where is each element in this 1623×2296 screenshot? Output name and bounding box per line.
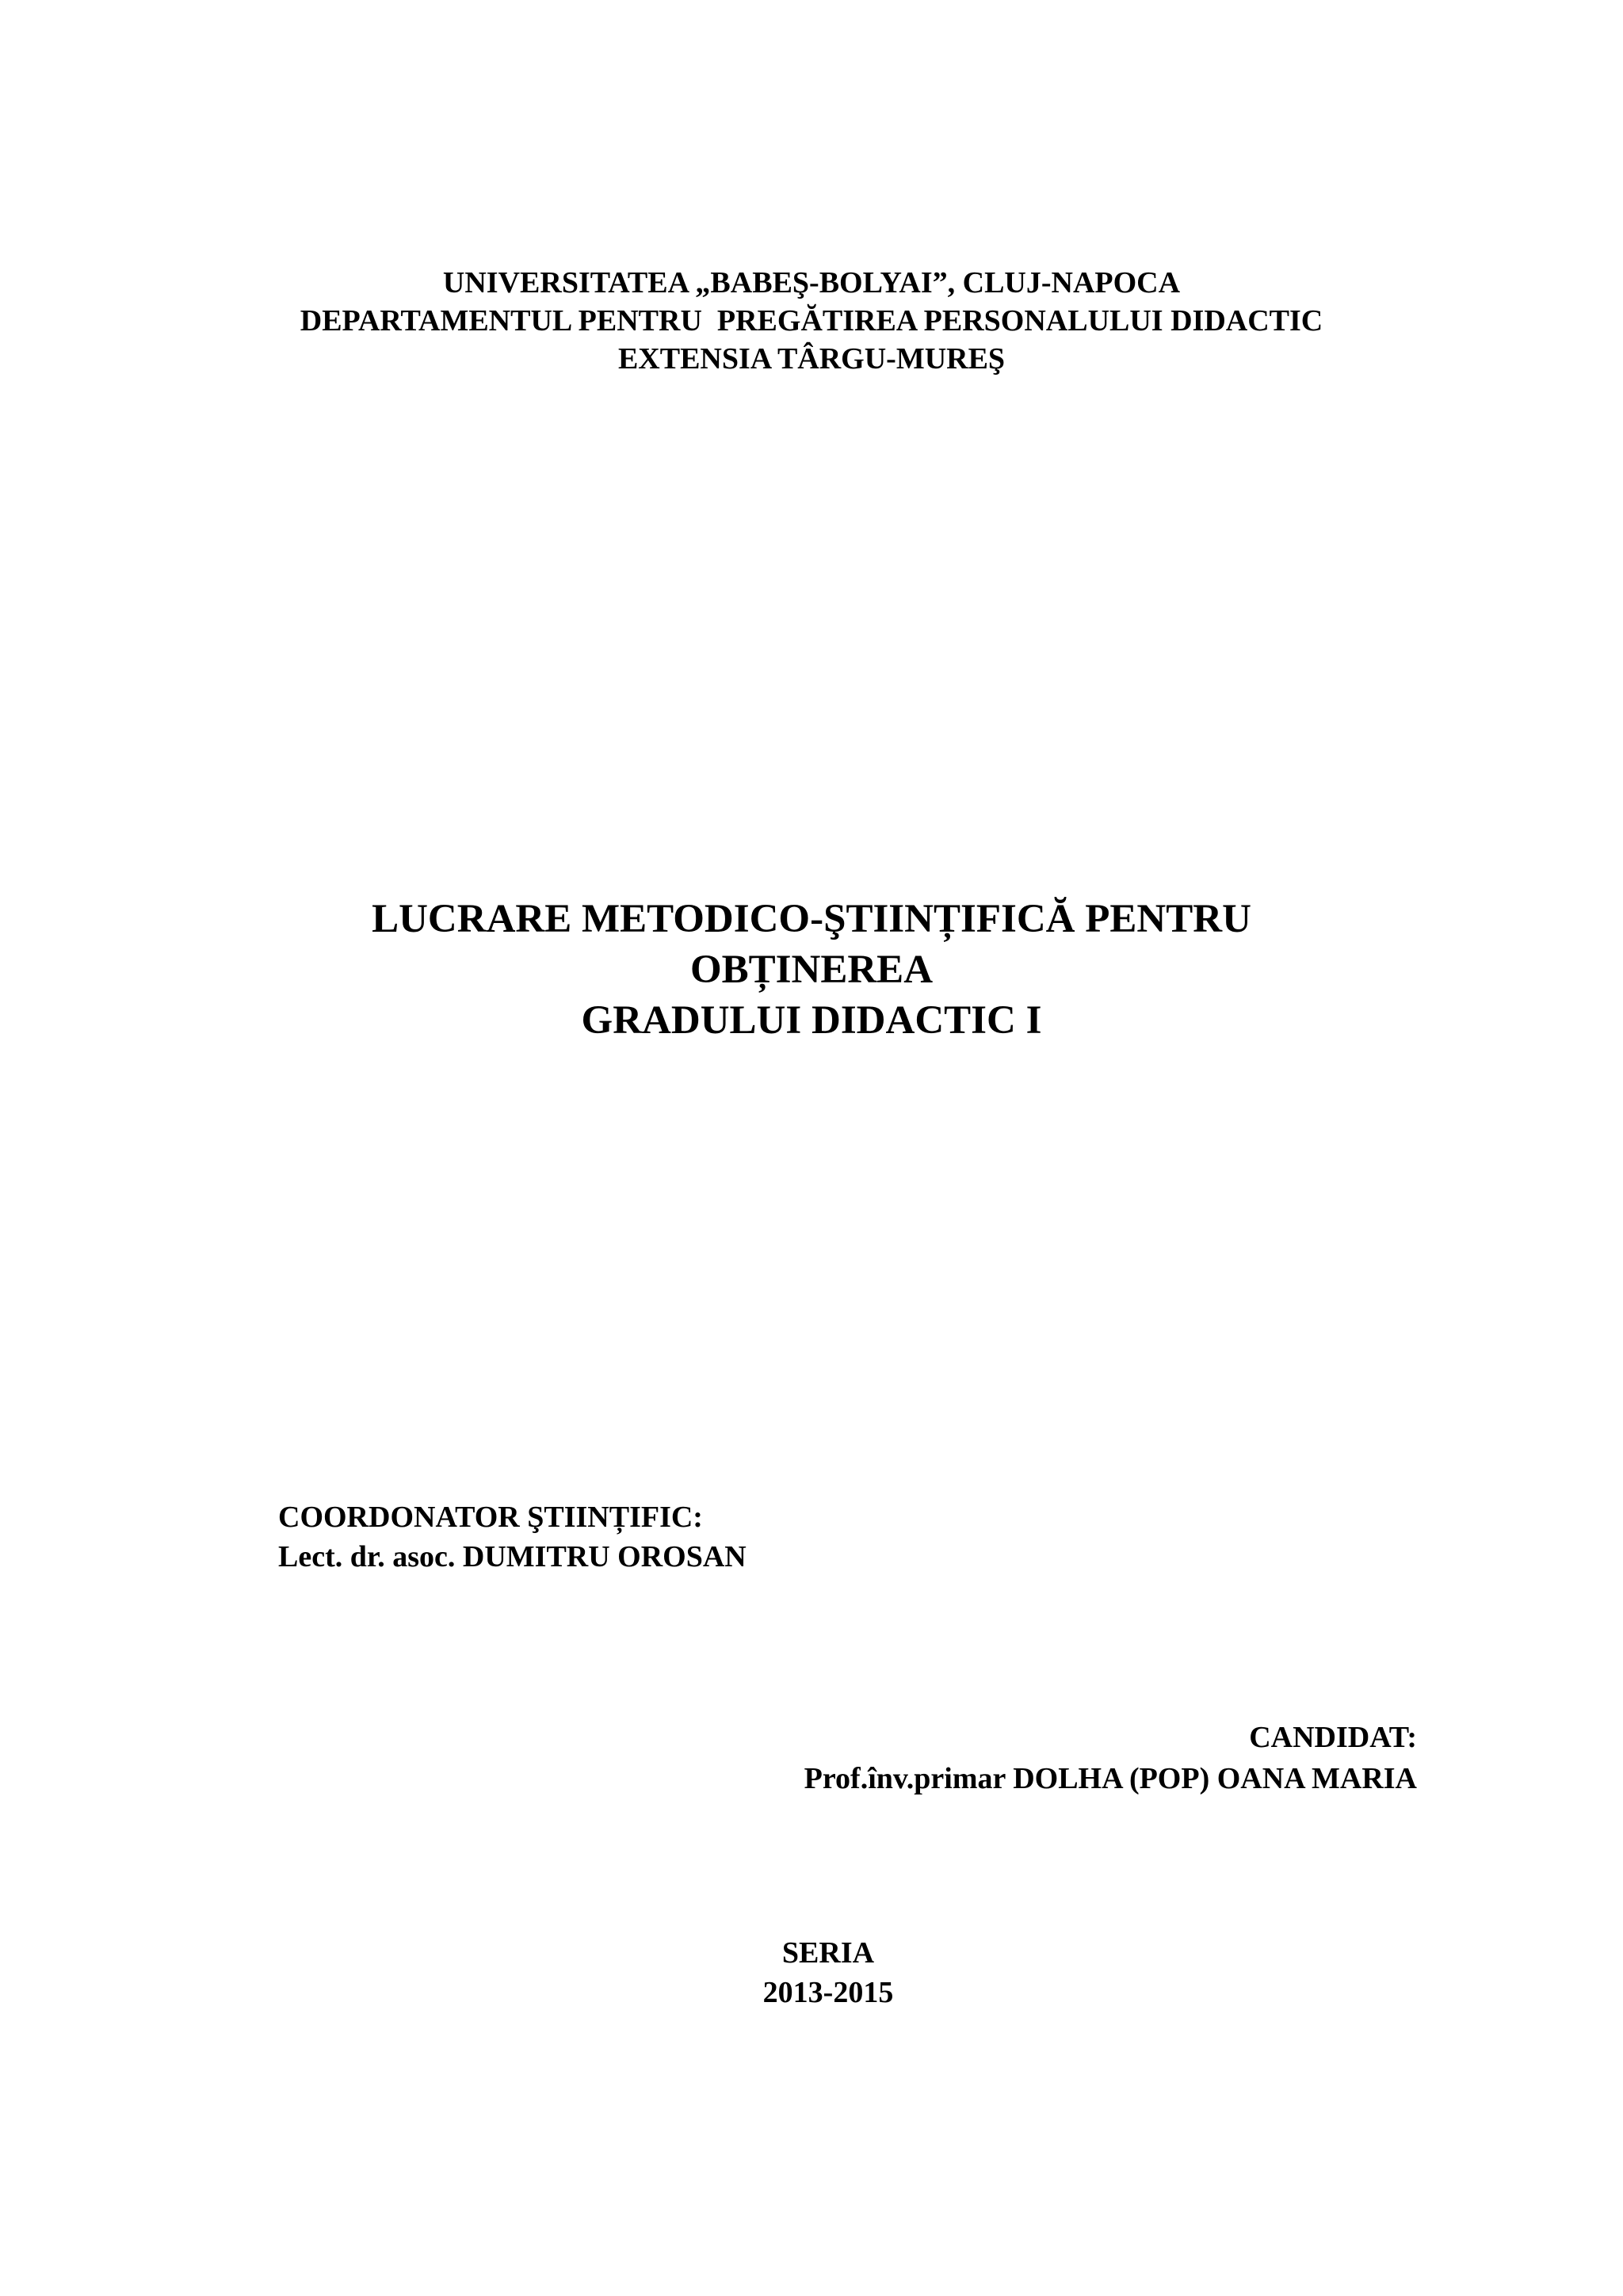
coordinator-name: Lect. dr. asoc. DUMITRU OROSAN <box>278 1540 747 1573</box>
institution-header <box>0 264 1623 378</box>
series-label: SERIA <box>781 1936 875 1970</box>
extension-name: EXTENSIA TÂRGU-MUREŞ <box>617 342 1006 376</box>
department-name: DEPARTAMENTUL PENTRU PREGĂTIREA PERSONALULUI DIDACTIC <box>300 304 1323 338</box>
series-years: 2013-2015 <box>762 1976 894 2009</box>
title-line-2: OBȚINEREA <box>689 948 934 992</box>
thesis-title <box>0 894 1623 1046</box>
candidate-block <box>804 1717 1417 1799</box>
candidate-label: CANDIDAT: <box>1249 1721 1417 1754</box>
candidate-name: Prof.înv.primar DOLHA (POP) OANA MARIA <box>804 1762 1417 1795</box>
series-block <box>757 1933 899 2012</box>
title-line-1: LUCRARE METODICO-ŞTIINȚIFICĂ PENTRU <box>372 897 1251 941</box>
title-line-3: GRADULUI DIDACTIC I <box>581 998 1042 1043</box>
university-name: UNIVERSITATEA „BABEŞ-BOLYAI”, CLUJ-NAPOCA <box>442 266 1181 299</box>
coordinator-label: COORDONATOR ŞTIINȚIFIC: <box>278 1501 703 1534</box>
coordinator-block <box>278 1497 747 1577</box>
